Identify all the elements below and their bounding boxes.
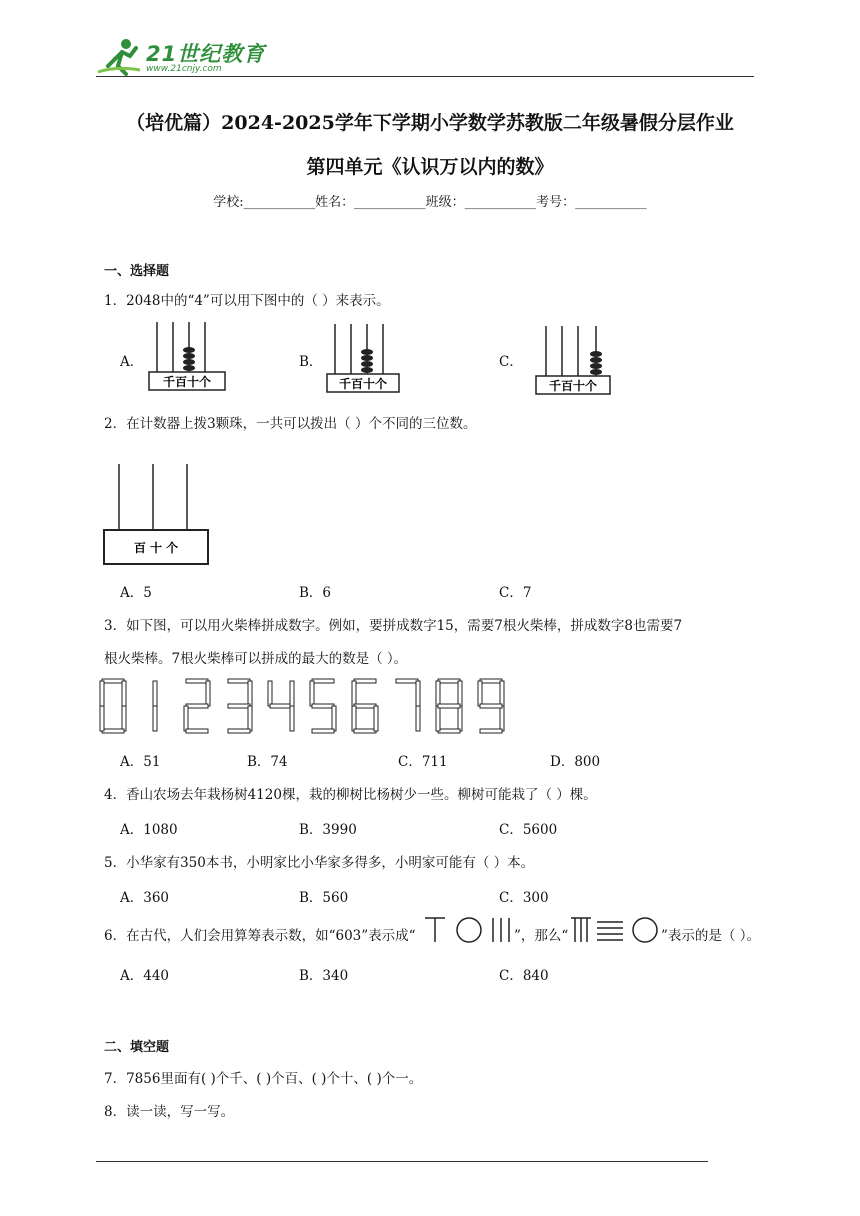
matchstick [354, 679, 376, 683]
q6-option-c: C．840 [499, 968, 549, 984]
question-8: 8．读一读，写一写。 [104, 1104, 235, 1120]
abacus-bead [183, 359, 195, 365]
matchstick [290, 706, 294, 731]
abacus-label: 千百十个 [162, 375, 212, 389]
matchstick [206, 681, 210, 706]
matchstick [438, 704, 460, 708]
abacus-bead [183, 365, 195, 371]
abacus-bead [183, 353, 195, 359]
matchstick-digit-5 [310, 679, 336, 733]
matchstick [312, 679, 334, 683]
matchstick [480, 729, 502, 733]
q2-option-b: B．6 [299, 585, 332, 601]
matchstick [310, 681, 314, 706]
q6-option-a: A．440 [120, 968, 170, 984]
matchstick [480, 704, 502, 708]
q2-option-c: C．7 [499, 585, 532, 601]
q5-option-c: C．300 [499, 890, 549, 906]
matchstick [228, 679, 250, 683]
rod-numeral-603 [421, 914, 515, 946]
footer-rule [96, 1161, 708, 1162]
question-7: 7．7856里面有( )个千、( )个百、( )个十、( )个一。 [104, 1071, 423, 1087]
matchstick [354, 704, 376, 708]
student-info-line: 学校:___________姓名：___________班级：___________考号：___________ [213, 195, 647, 210]
abacus-beads [183, 347, 195, 371]
matchstick [100, 681, 104, 706]
abacus-label: 千百十个 [338, 377, 388, 391]
matchstick [436, 681, 440, 706]
question-6-part1: 6．在古代，人们会用算筹表示数，如“603”表示成“ [104, 928, 416, 944]
question-6-part3: ”表示的是（ ）。 [661, 928, 760, 944]
section-heading-fill: 二、填空题 [104, 1040, 170, 1055]
abacus-bead [183, 347, 195, 353]
matchstick [478, 681, 482, 706]
abacus-bead [361, 349, 373, 355]
abacus-bead [590, 357, 602, 363]
question-3-line1: 3．如下图，可以用火柴棒拼成数字。例如，要拼成数字15，需要7根火柴棒，拼成数字8也需要7 [104, 618, 683, 634]
matchstick-digit-8 [436, 679, 462, 733]
rod-numeral-question [567, 914, 661, 946]
matchstick [248, 681, 252, 706]
abacus-beads [590, 351, 602, 375]
abacus-bead [590, 351, 602, 357]
matchstick [480, 679, 502, 683]
section-heading-choice: 一、选择题 [104, 264, 170, 279]
q2-counter-diagram [100, 462, 212, 568]
q4-option-b: B．3990 [299, 822, 357, 838]
matchstick [153, 706, 157, 731]
document-title: （培优篇）2024-2025学年下学期小学数学苏教版二年级暑假分层作业 [126, 112, 734, 134]
matchstick [458, 681, 462, 706]
matchstick [186, 704, 208, 708]
q4-option-c: C．5600 [499, 822, 558, 838]
matchstick [102, 729, 124, 733]
matchstick [416, 681, 420, 706]
q1-option-b: B． [299, 354, 323, 370]
matchstick [268, 681, 272, 706]
matchstick [228, 729, 250, 733]
abacus-bead [361, 361, 373, 367]
matchstick [122, 706, 126, 731]
abacus-bead [361, 355, 373, 361]
matchstick [312, 729, 334, 733]
q1-option-a: A． [120, 354, 144, 370]
matchstick-digit-3 [228, 679, 252, 733]
matchstick [438, 729, 460, 733]
q6-option-b: B．340 [299, 968, 349, 984]
question-6-part2: ”，那么“ [514, 928, 569, 944]
matchstick [102, 679, 124, 683]
abacus-rods [157, 322, 205, 372]
q3-option-c: C．711 [398, 754, 448, 770]
matchstick-digit-4 [268, 681, 294, 731]
matchstick [436, 706, 440, 731]
question-1: 1．2048中的“4”可以用下图中的（ ）来表示。 [104, 293, 390, 309]
logo-url: www.21cnjy.com [146, 64, 222, 74]
abacus-bead [590, 363, 602, 369]
matchstick [374, 706, 378, 731]
matchstick [100, 706, 104, 731]
question-2: 2．在计数器上拨3颗珠，一共可以拨出（ ）个不同的三位数。 [104, 416, 477, 432]
matchstick [458, 706, 462, 731]
q3-option-d: D．800 [550, 754, 601, 770]
q5-option-a: A．360 [120, 890, 170, 906]
matchstick [122, 681, 126, 706]
q1-abacus-b [323, 320, 409, 396]
question-5: 5．小华家有350本书，小明家比小华家多得多，小明家可能有（ ）本。 [104, 855, 535, 871]
matchstick [352, 706, 356, 731]
abacus-label: 千百十个 [548, 379, 598, 393]
matchstick [354, 729, 376, 733]
matchstick-digit-6 [352, 679, 378, 733]
matchstick [186, 679, 208, 683]
q5-option-b: B．560 [299, 890, 349, 906]
abacus-rods [335, 324, 383, 374]
matchstick [500, 681, 504, 706]
matchstick-digit-1 [153, 681, 157, 731]
q4-option-a: A．1080 [120, 822, 178, 838]
q1-abacus-c [532, 322, 618, 398]
q3-option-a: A．51 [120, 754, 161, 770]
abacus-rods [546, 326, 596, 376]
matchstick [228, 704, 250, 708]
matchstick-digit-7 [396, 679, 420, 731]
matchstick [312, 704, 334, 708]
matchstick-digit-2 [184, 679, 210, 733]
q3-option-b: B．74 [247, 754, 288, 770]
matchstick-digits [98, 678, 518, 734]
abacus-bead [590, 369, 602, 375]
logo-text: 21世纪教育 [146, 42, 266, 66]
matchstick [416, 706, 420, 731]
question-4: 4．香山农场去年栽杨树4120棵，栽的柳树比杨树少一些。柳树可能栽了（ ）棵。 [104, 787, 597, 803]
document-subtitle: 第四单元《认识万以内的数》 [306, 156, 554, 178]
matchstick-digit-9 [478, 679, 504, 733]
matchstick [153, 681, 157, 706]
q2-option-a: A．5 [120, 585, 152, 601]
q1-abacus-a [145, 318, 231, 394]
matchstick [332, 706, 336, 731]
matchstick [184, 706, 188, 731]
matchstick [270, 704, 292, 708]
abacus-bead [361, 367, 373, 373]
matchstick-digit-0 [100, 679, 126, 733]
q1-option-c: C． [499, 354, 523, 370]
matchstick [186, 729, 208, 733]
matchstick [396, 679, 418, 683]
header-rule [96, 76, 754, 77]
matchstick [438, 679, 460, 683]
matchstick [290, 681, 294, 706]
matchstick [500, 706, 504, 731]
abacus-beads [361, 349, 373, 373]
matchstick [352, 681, 356, 706]
counter-label: 百 十 个 [133, 541, 179, 555]
matchstick [248, 706, 252, 731]
question-3-line2: 根火柴棒。7根火柴棒可以拼成的最大的数是（ ）。 [104, 651, 408, 667]
